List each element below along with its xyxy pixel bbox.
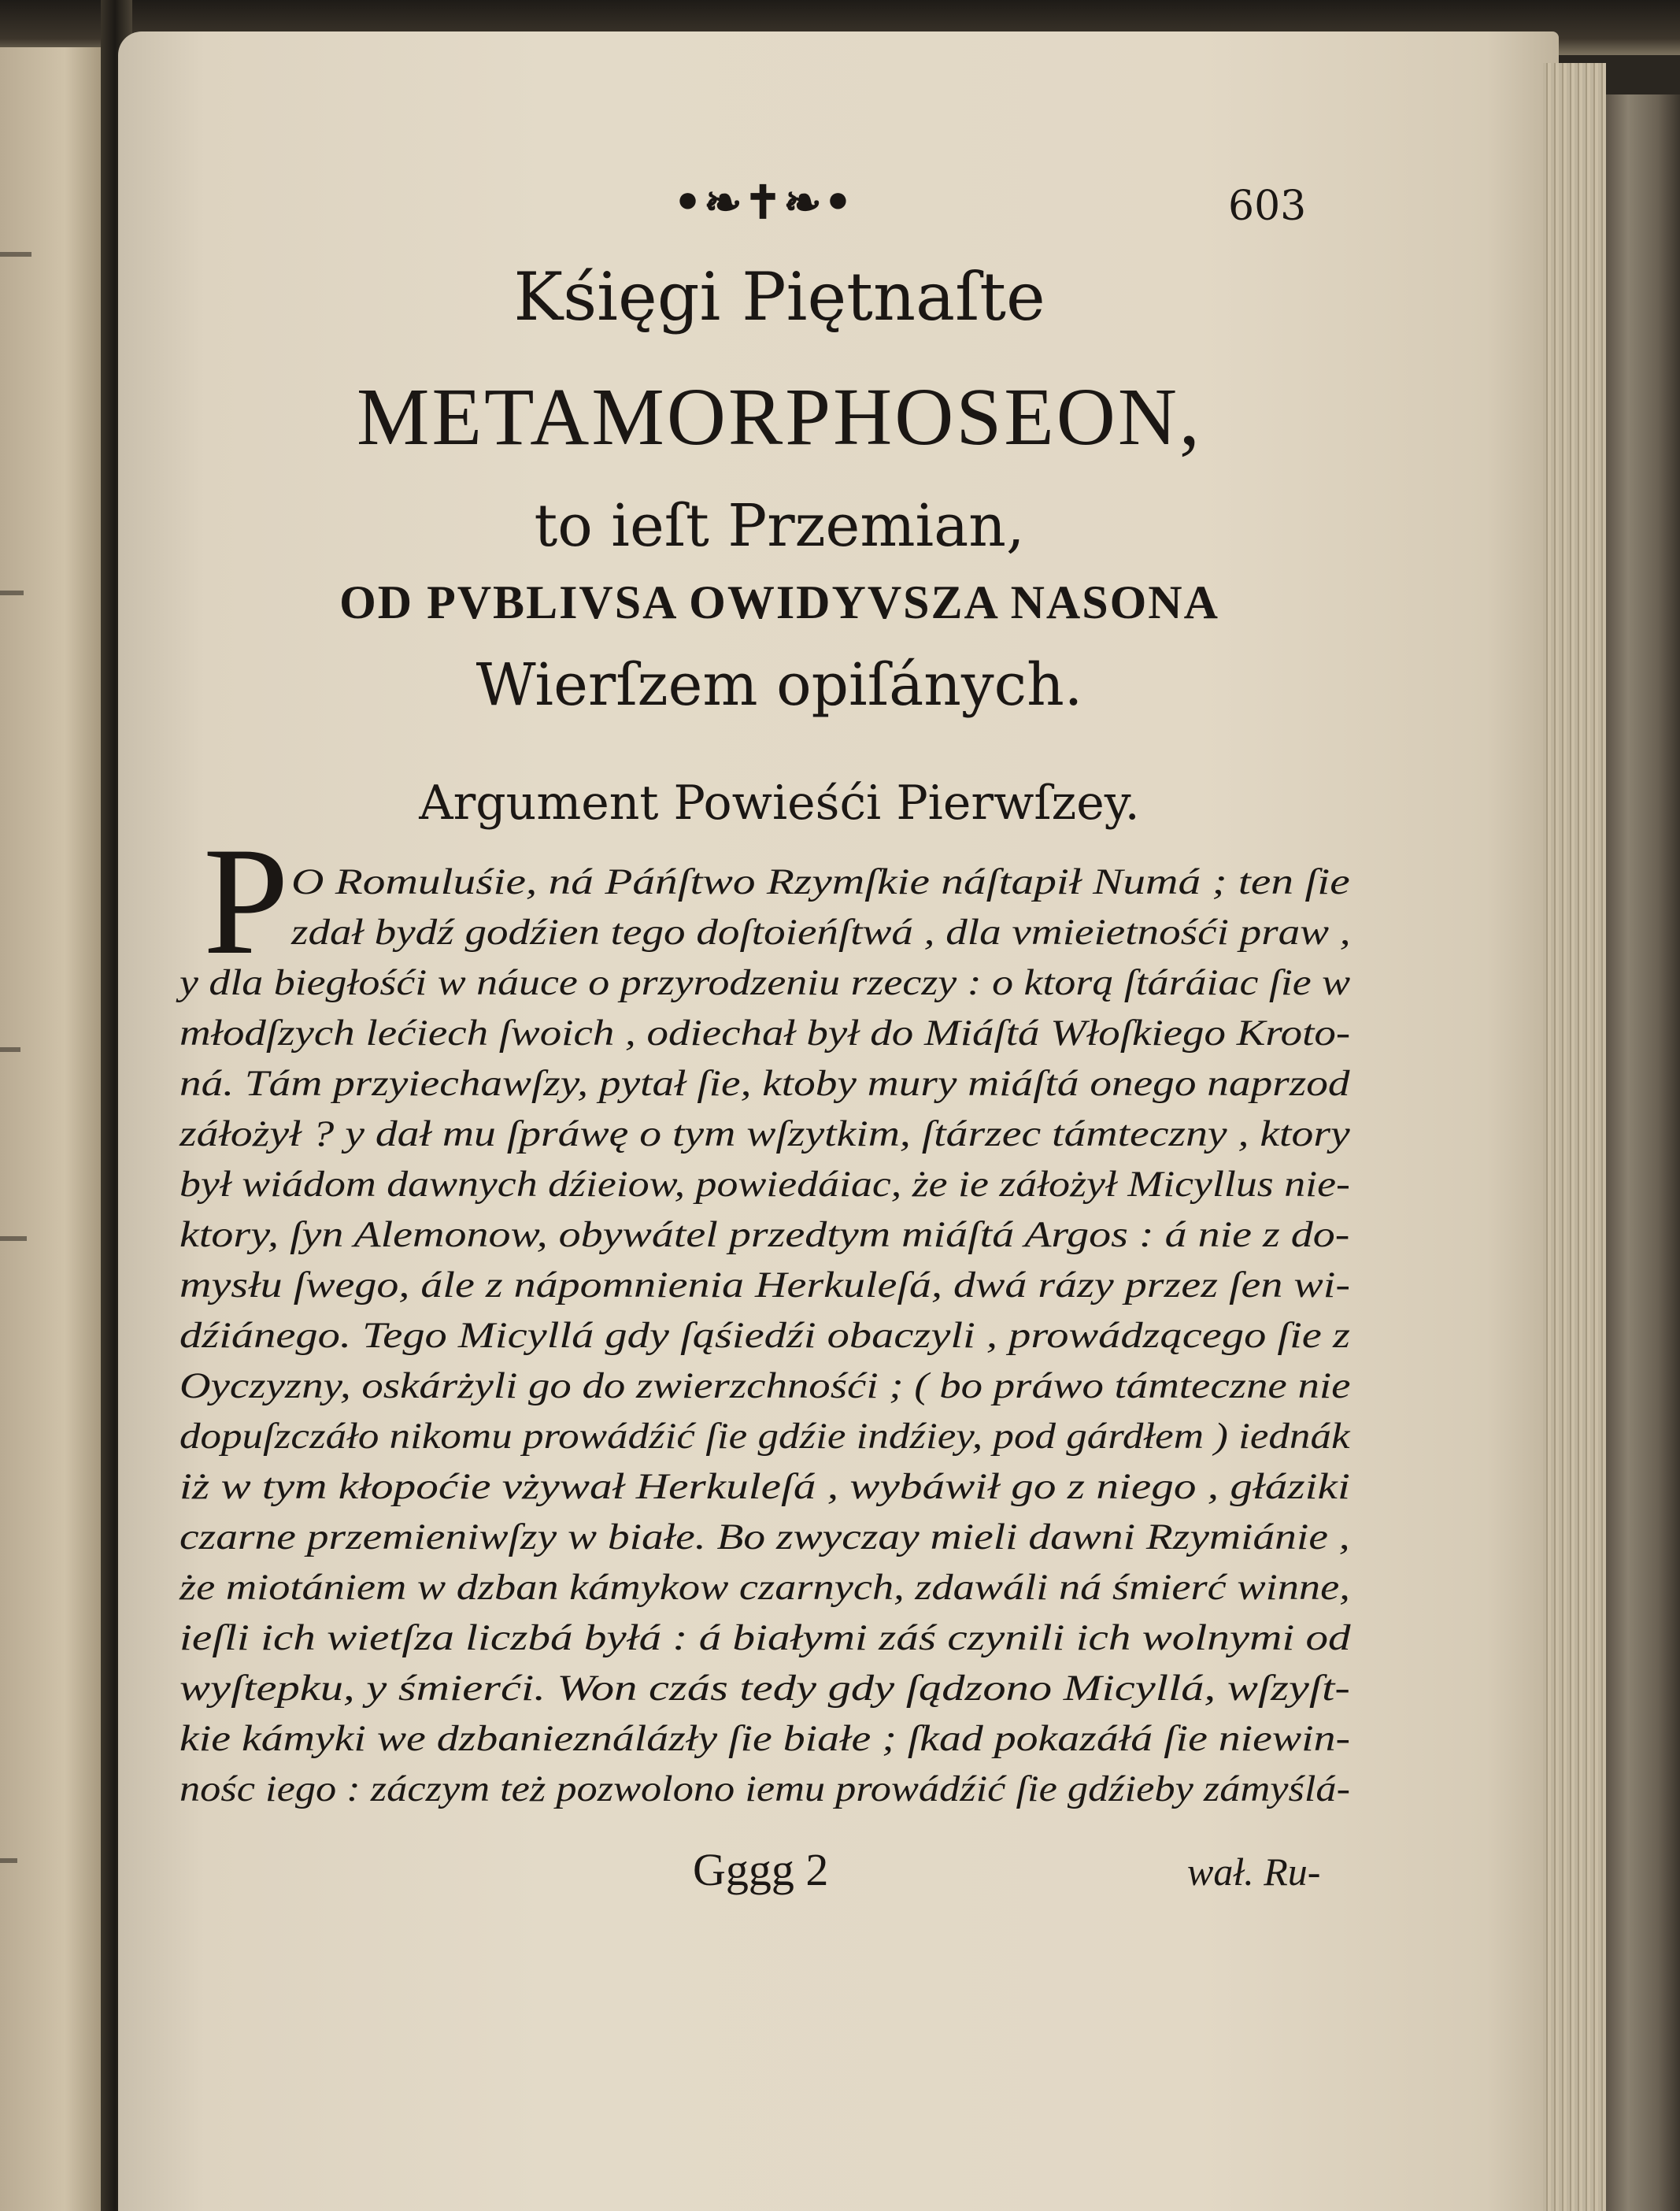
- title-line-4: OD PVBLIVSA OWIDYVSZA NASONA: [339, 576, 1219, 628]
- body-line: kie kámyki we dzbanieználázły ſie białe ; ſkad pokazáłá ſie niewin-: [179, 1718, 1351, 1759]
- title-line-2: METAMORPHOSEON,: [357, 372, 1202, 462]
- drop-cap: P: [203, 816, 290, 987]
- body-line: ieſli ich wietſza liczbá byłá : á białymi záś czynili ich wolnymi od: [179, 1617, 1351, 1658]
- body-line: był wiádom dawnych dźieiow, powiedáiac, że ie záłożył Micyllus nie-: [179, 1164, 1350, 1205]
- signature-mark: Gggg 2: [693, 1844, 829, 1895]
- title-line-1: Kśięgi Piętnaſte: [513, 258, 1045, 335]
- body-line: młodſzych lećiech ſwoich , odiechał był do Miáſtá Włoſkiego Kroto-: [179, 1013, 1351, 1054]
- body-line: mysłu ſwego, ále z nápomnienia Herkuleſá, dwá rázy przez ſen wi-: [179, 1265, 1350, 1305]
- body-line: nośc iego : záczym też pozwolono iemu prowádźić ſie gdźieby zámyślá-: [179, 1768, 1351, 1809]
- body-line: wyſtepku, y śmierći. Won czás tedy gdy ſądzono Micyllá, wſzyſt-: [179, 1668, 1350, 1709]
- body-line: záłożył ? y dał mu ſpráwę o tym wſzytkim, ſtárzec támteczny , ktory: [179, 1113, 1350, 1154]
- body-line: czarne przemieniwſzy w białe. Bo zwyczay mieli dawni Rzymiánie ,: [179, 1517, 1350, 1557]
- header-ornament: •❧✝❧•: [673, 176, 854, 229]
- body-line: ná. Tám przyiechawſzy, pytał ſie, ktoby mury miáſtá onego naprzod: [179, 1063, 1350, 1104]
- body-line: zdał bydź godźien tego doſtoieńſtwá , dla vmieietnośći praw ,: [291, 912, 1351, 953]
- body-line: y dla biegłośći w náuce o przyrodzeniu rzeczy : o ktorą ſtáráiac ſie w: [179, 962, 1351, 1003]
- body-line: Oyczyzny, oskárżyli go do zwierzchnośći ; ( bo práwo támteczne nie: [179, 1365, 1351, 1406]
- page-number: 603: [1228, 183, 1307, 230]
- body-line: iż w tym kłopoćie vżywał Herkuleſá , wybáwił go z niego , głáziki: [179, 1466, 1350, 1507]
- body-line: ktory, ſyn Alemonow, obywátel przedtym miáſtá Argos : á nie z do-: [179, 1214, 1350, 1255]
- body-line: dźiánego. Tego Micyllá gdy ſąśiedźi obaczyli , prowádzącego ſie z: [179, 1315, 1350, 1356]
- body-line: dopuſzczáło nikomu prowádźić ſie gdźie indźiey, pod gárdłem ) iednák: [179, 1416, 1350, 1457]
- title-line-3: to ieſt Przemian,: [534, 492, 1025, 560]
- argument-heading: Argument Powieśći Pierwſzey.: [419, 776, 1140, 831]
- body-line: że miotániem w dzban kámykow czarnych, zdawáli ná śmierć winne,: [179, 1567, 1350, 1608]
- body-line: O Romuluśie, ná Páńſtwo Rzymſkie náſtapił Numá ; ten ſie: [291, 861, 1350, 902]
- title-line-5: Wierſzem opiſánych.: [476, 651, 1083, 719]
- catchword: wał. Ru-: [1187, 1850, 1321, 1894]
